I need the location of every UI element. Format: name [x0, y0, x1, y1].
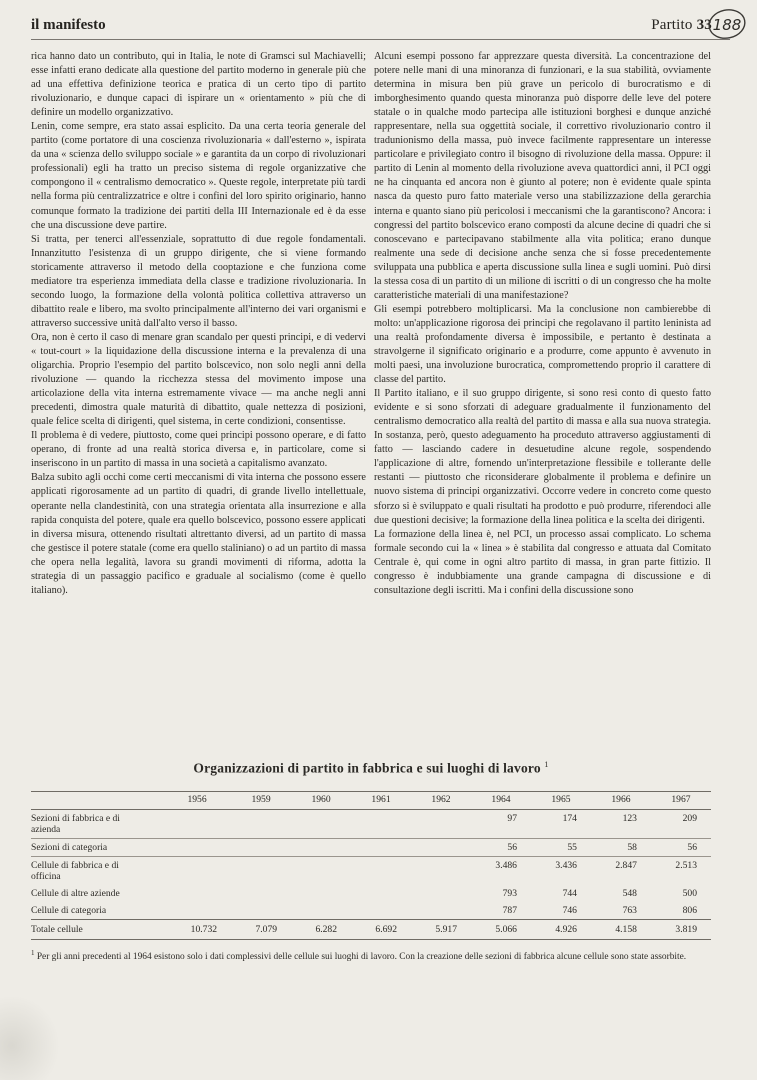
page-smudge	[0, 995, 60, 1080]
table-cell	[351, 838, 411, 856]
table-cell: 58	[591, 838, 651, 856]
table-cell	[351, 902, 411, 920]
row-label: Totale cellule	[31, 919, 163, 939]
table-total-row	[31, 919, 711, 939]
statistics-section	[31, 760, 711, 963]
table-cell: 4.158	[591, 919, 651, 939]
table-cell: 746	[562, 904, 577, 916]
table-cell: 548	[622, 887, 637, 899]
paragraph: Il problema è di vedere, piuttosto, come quei principi possono operare, e di fatto operano, di fronte ad una realtà storica diversa e, in particolare, come si inseriscono in un partito di massa in una società a capitalismo avanzato.	[31, 430, 366, 470]
table-cell	[411, 809, 471, 838]
paragraph: Si tratta, per tenerci all'essenziale, soprattutto di due regole fondamentali. Innanzitutto l'esistenza di un gruppo dirigente, che si viene formando storicamente attraverso il metodo della cooptazione e che funziona come mediatore tra esperienza immediata della classe e tradizione rivoluzionaria. In secondo luogo, la formazione della volontà politica collettiva attraverso un dibattito reale e libero, ma svolto principalmente all'interno dei vari organismi e attraverso successive unità dall'alto verso il basso.	[31, 233, 366, 329]
table-row	[31, 885, 711, 902]
masthead	[31, 15, 730, 40]
table-cell	[291, 838, 351, 856]
table-cell: 500	[682, 887, 697, 899]
table-cell	[163, 902, 231, 920]
year-header: 1966	[591, 791, 651, 809]
year-header: 1964	[471, 791, 531, 809]
year-header: 1965	[531, 791, 591, 809]
table-cell: 806	[682, 904, 697, 916]
year-header: 1961	[351, 791, 411, 809]
table-cell	[163, 885, 231, 902]
table-cell: 5.066	[471, 919, 531, 939]
table-cell	[163, 838, 231, 856]
table-cell	[231, 885, 291, 902]
left-column	[31, 50, 366, 598]
article-body	[31, 50, 731, 742]
year-header: 1956	[163, 791, 231, 809]
table-row	[31, 856, 711, 885]
stamp-number: 188	[712, 16, 742, 34]
table-cell: 56	[651, 838, 711, 856]
paragraph: Il Partito italiano, e il suo gruppo dirigente, si sono resi conto di questo fatto evidente e si sono sforzati di adeguare gradualmente il funzionamento del centralismo democratico alla realtà del partito di massa e alla sua nuova strategia. In sostanza, però, questo adeguamento ha proceduto attraverso aggiustamenti di fatto — lasciando cadere in desuetudine alcune regole, sospendendo l'applicazione di altre, fornendo un'interpretazione flessibile e tollerante delle restanti — piuttosto che riconsiderare globalmente il problema e definire un nuovo sistema di principi organizzativi. Occorre vedere in concreto come questo sforzo si è sviluppato e quali risultati ha prodotto e può produrre, riferendoci alle due questioni decisive; la formazione della linea politica e la scelta dei dirigenti.	[374, 388, 711, 526]
row-label: Sezioni di fabbrica e di azienda	[31, 812, 120, 835]
table-header-row	[31, 791, 711, 809]
table-cell: 2.513	[651, 856, 711, 885]
table-cell: 55	[531, 838, 591, 856]
footnote-text: Per gli anni precedenti al 1964 esistono solo i dati complessivi delle cellule sui luoghi di lavoro. Con la creazione delle sezioni di fabbrica alcune cellule sono state assorbite.	[36, 951, 687, 962]
paragraph: La formazione della linea è, nel PCI, un processo assai complicato. Lo schema formale secondo cui la « linea » è stabilita dal congresso e attuata dal Comitato Centrale è, qui come in ogni altro partito di massa, in gran parte fittizio. Il congresso è indubbiamente una grande campagna di discussione e di consultazione degli iscritti. Ma i confini della discussione sono	[374, 528, 711, 596]
table-title-note: 1	[544, 760, 549, 769]
table-footnote	[31, 948, 711, 964]
table-cell	[163, 809, 231, 838]
paragraph: rica hanno dato un contributo, qui in Italia, le note di Gramsci sul Machiavelli; esse infatti erano dedicate alla questione del partito moderno in generale più che ad una effettiva definizione teorica e pratica di un certo tipo di partito rivoluzionario, e dunque capaci di ispirare un « orientamento » più che di definire un modello organizzativo.	[31, 51, 366, 119]
table-cell	[351, 809, 411, 838]
table-cell	[163, 856, 231, 885]
table-cell	[231, 809, 291, 838]
table-cell	[411, 902, 471, 920]
table-cell: 6.282	[291, 919, 351, 939]
row-label: Cellule di altre aziende	[31, 887, 120, 899]
table-cell: 6.692	[351, 919, 411, 939]
table-cell	[291, 885, 351, 902]
paragraph: Balza subito agli occhi come certi meccanismi di vita interna che possono essere applicati rigorosamente ad un partito di quadri, di grande livello intellettuale, operante nella clandestinità, con una strategia orientata alla insurrezione e alla rapida conquista del potere, quale era quello bolscevico, possono essere applicati in diversa misura, ottenendo risultati altrettanto diversi, ad un partito di massa che gestisce il potere statale (come era quello staliniano) o ad un partito di massa che opera nella legalità, lavora su grandi movimenti di riforma, adotta la strategia di un passaggio pacifico e graduale al socialismo (come è quello italiano).	[31, 472, 366, 596]
table-title	[31, 760, 711, 777]
table-cell: 209	[682, 812, 697, 824]
section-name: Partito	[651, 17, 693, 33]
table-cell	[411, 856, 471, 885]
table-cell: 3.436	[531, 856, 591, 885]
table-row	[31, 838, 711, 856]
table-cell: 174	[562, 812, 577, 824]
row-label: Sezioni di categoria	[31, 838, 163, 856]
table-cell	[231, 902, 291, 920]
paragraph: Gli esempi potrebbero moltiplicarsi. Ma la conclusione non cambierebbe di molto: un'applicazione rigorosa dei principi che regolavano il partito leninista ad una realtà profondamente diversa è impossibile, e pertanto è destinata a stravolgerne il significato originario e a produrre, come appunto è avvenuto in molti paesi, una involuzione burocratica, compromettendo proprio il carattere di classe del partito.	[374, 303, 711, 386]
journal-title: il manifesto	[31, 17, 106, 33]
paragraph: Ora, non è certo il caso di menare gran scandalo per questi principi, e di vedervi « tout-court » la liquidazione della discussione interna e la prevalenza di una oligarchia. Proprio l'esempio del partito bolscevico, non solo negli anni della rivoluzione — quando la ricchezza stessa del movimento impose una articolazione della vita interna estremamente vivace — ma anche negli anni precedenti, dimostra quale maturità di dibattito, quale nettezza di posizioni, quale felice scelta di dirigenti, quel sistema, in certe condizioni, consentisse.	[31, 331, 366, 428]
table-cell	[411, 885, 471, 902]
table-title-text: Organizzazioni di partito in fabbrica e sui luoghi di lavoro	[193, 760, 541, 776]
table-cell	[411, 838, 471, 856]
table-cell: 123	[622, 812, 637, 824]
table-cell: 2.847	[591, 856, 651, 885]
table-cell	[291, 902, 351, 920]
table-cell: 763	[622, 904, 637, 916]
year-header: 1962	[411, 791, 471, 809]
table-cell	[231, 856, 291, 885]
year-header: 1960	[291, 791, 351, 809]
table-cell: 3.486	[471, 856, 531, 885]
year-header: 1967	[651, 791, 711, 809]
table-cell: 744	[562, 887, 577, 899]
row-label: Cellule di categoria	[31, 904, 107, 916]
table-cell	[231, 838, 291, 856]
header-cell-empty	[31, 791, 163, 809]
table-cell: 7.079	[231, 919, 291, 939]
paragraph: Lenin, come sempre, era stato assai esplicito. Da una certa teoria generale del partito (come portatore di una coscienza rivoluzionaria « dall'esterno », ispirata da una « scienza dello sviluppo sociale » e garantita da un corpo di rivoluzionari professionali) egli ha tratto un preciso sistema di regole organizzative che compongono il « centralismo democratico ». Queste regole, interpretate più tardi nella forma più centralizzatrice e oltre i confini del loro spirito originario, hanno comunque formato la tradizione dei partiti della III Internazionale ed è da esse che una discussione deve partire.	[31, 121, 366, 231]
table-cell: 5.917	[411, 919, 471, 939]
table-row	[31, 902, 711, 920]
table-cell: 56	[471, 838, 531, 856]
table-row	[31, 809, 711, 838]
table-cell	[351, 856, 411, 885]
handwritten-page-stamp	[703, 5, 749, 41]
table-cell: 3.819	[651, 919, 711, 939]
table-cell	[351, 885, 411, 902]
table-cell	[291, 856, 351, 885]
table-cell: 787	[502, 904, 517, 916]
table-cell	[291, 809, 351, 838]
statistics-table	[31, 791, 711, 940]
paragraph: Alcuni esempi possono far apprezzare questa diversità. La concentrazione del potere nelle mani di una minoranza di funzionari, e la sua stabilità, ovviamente determina in misura ben più grave un pericolo di burocratismo e di imborghesimento quando questa minoranza può disporre delle leve del potere statale o in qualche modo partecipa alle istituzioni borghesi e dunque anziché rappresentare, nella sua oggettità sociale, il correttivo rivoluzionario contro il tradunionismo della massa, può invece facilmente rappresentare un interesse particolare e privilegiato contro il bisogno di rivoluzione della massa. Oppure: il partito di Lenin al momento della rivoluzione aveva quattordici anni, il PCI oggi ne ha cinquanta ed ancora non è giunto al potere; non è evidente quale spinta nasca da questo puro fatto materiale verso una stabilizzazione della gerarchia interna e quanto siano più pericolosi i meccanismi che la garantiscono? Ancora: i congressi del partito bolscevico erano composti da alcune decine di quadri che si conoscevano e partecipavano stabilmente alla vita politica; erano dunque realmente una sede di decisione anche senza che si fosse precedentemente sviluppata una pubblica e aperta discussione sulla linea e sugli uomini. Può dirsi la stessa cosa di un partito di un milione di iscritti o di un congresso che ha molte caratteristiche materiali di una manifestazione?	[374, 51, 711, 301]
table-cell: 793	[502, 887, 517, 899]
page-number: 33	[696, 17, 712, 33]
table-cell: 4.926	[531, 919, 591, 939]
footnote-mark: 1	[31, 948, 35, 957]
right-column	[374, 50, 711, 598]
year-header: 1959	[231, 791, 291, 809]
row-label: Cellule di fabbrica e di officina	[31, 856, 163, 885]
table-cell: 97	[507, 812, 517, 824]
table-cell: 10.732	[163, 919, 231, 939]
